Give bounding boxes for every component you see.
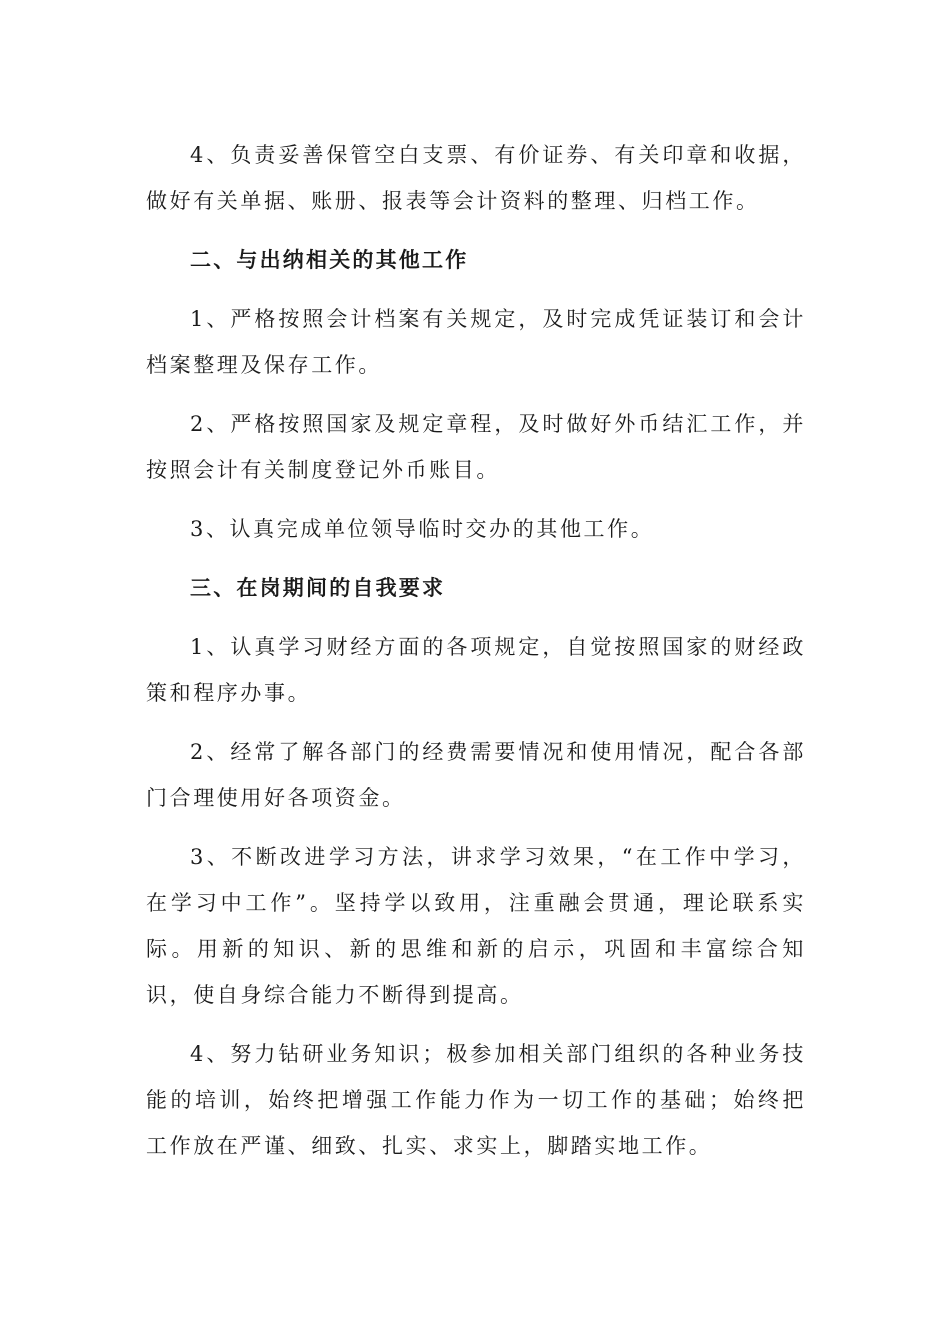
document-body xyxy=(146,132,806,1182)
paragraph-learning-methods: 3、不断改进学习方法，讲求学习效果，“在工作中学习，在学习中工作”。坚持学以致用，注重融会贯通，理论联系实际。用新的知识、新的思维和新的启示，巩固和丰富综合知识，使自身综合能力不断得到提高。 xyxy=(146,845,806,1007)
paragraph-assigned-tasks: 3、认真完成单位领导临时交办的其他工作。 xyxy=(190,517,655,541)
paragraph-study-regulations: 1、认真学习财经方面的各项规定，自觉按照国家的财经政策和程序办事。 xyxy=(146,635,806,705)
section-heading-other-work: 二、与出纳相关的其他工作 xyxy=(190,247,469,272)
paragraph-voucher-binding: 1、严格按照会计档案有关规定，及时完成凭证装订和会计档案整理及保存工作。 xyxy=(146,307,806,377)
paragraph-departments-funds: 2、经常了解各部门的经费需要情况和使用情况，配合各部门合理使用好各项资金。 xyxy=(146,740,806,810)
paragraph-foreign-exchange: 2、严格按照国家及规定章程，及时做好外币结汇工作，并按照会计有关制度登记外币账目。 xyxy=(146,412,806,482)
paragraph-business-knowledge: 4、努力钻研业务知识；极参加相关部门组织的各种业务技能的培训，始终把增强工作能力作为一切工作的基础；始终把工作放在严谨、细致、扎实、求实上，脚踏实地工作。 xyxy=(146,1042,806,1158)
section-heading-self-requirements: 三、在岗期间的自我要求 xyxy=(190,575,446,600)
paragraph-archive-duties: 4、负责妥善保管空白支票、有价证券、有关印章和收据，做好有关单据、账册、报表等会计资料的整理、归档工作。 xyxy=(146,143,806,213)
